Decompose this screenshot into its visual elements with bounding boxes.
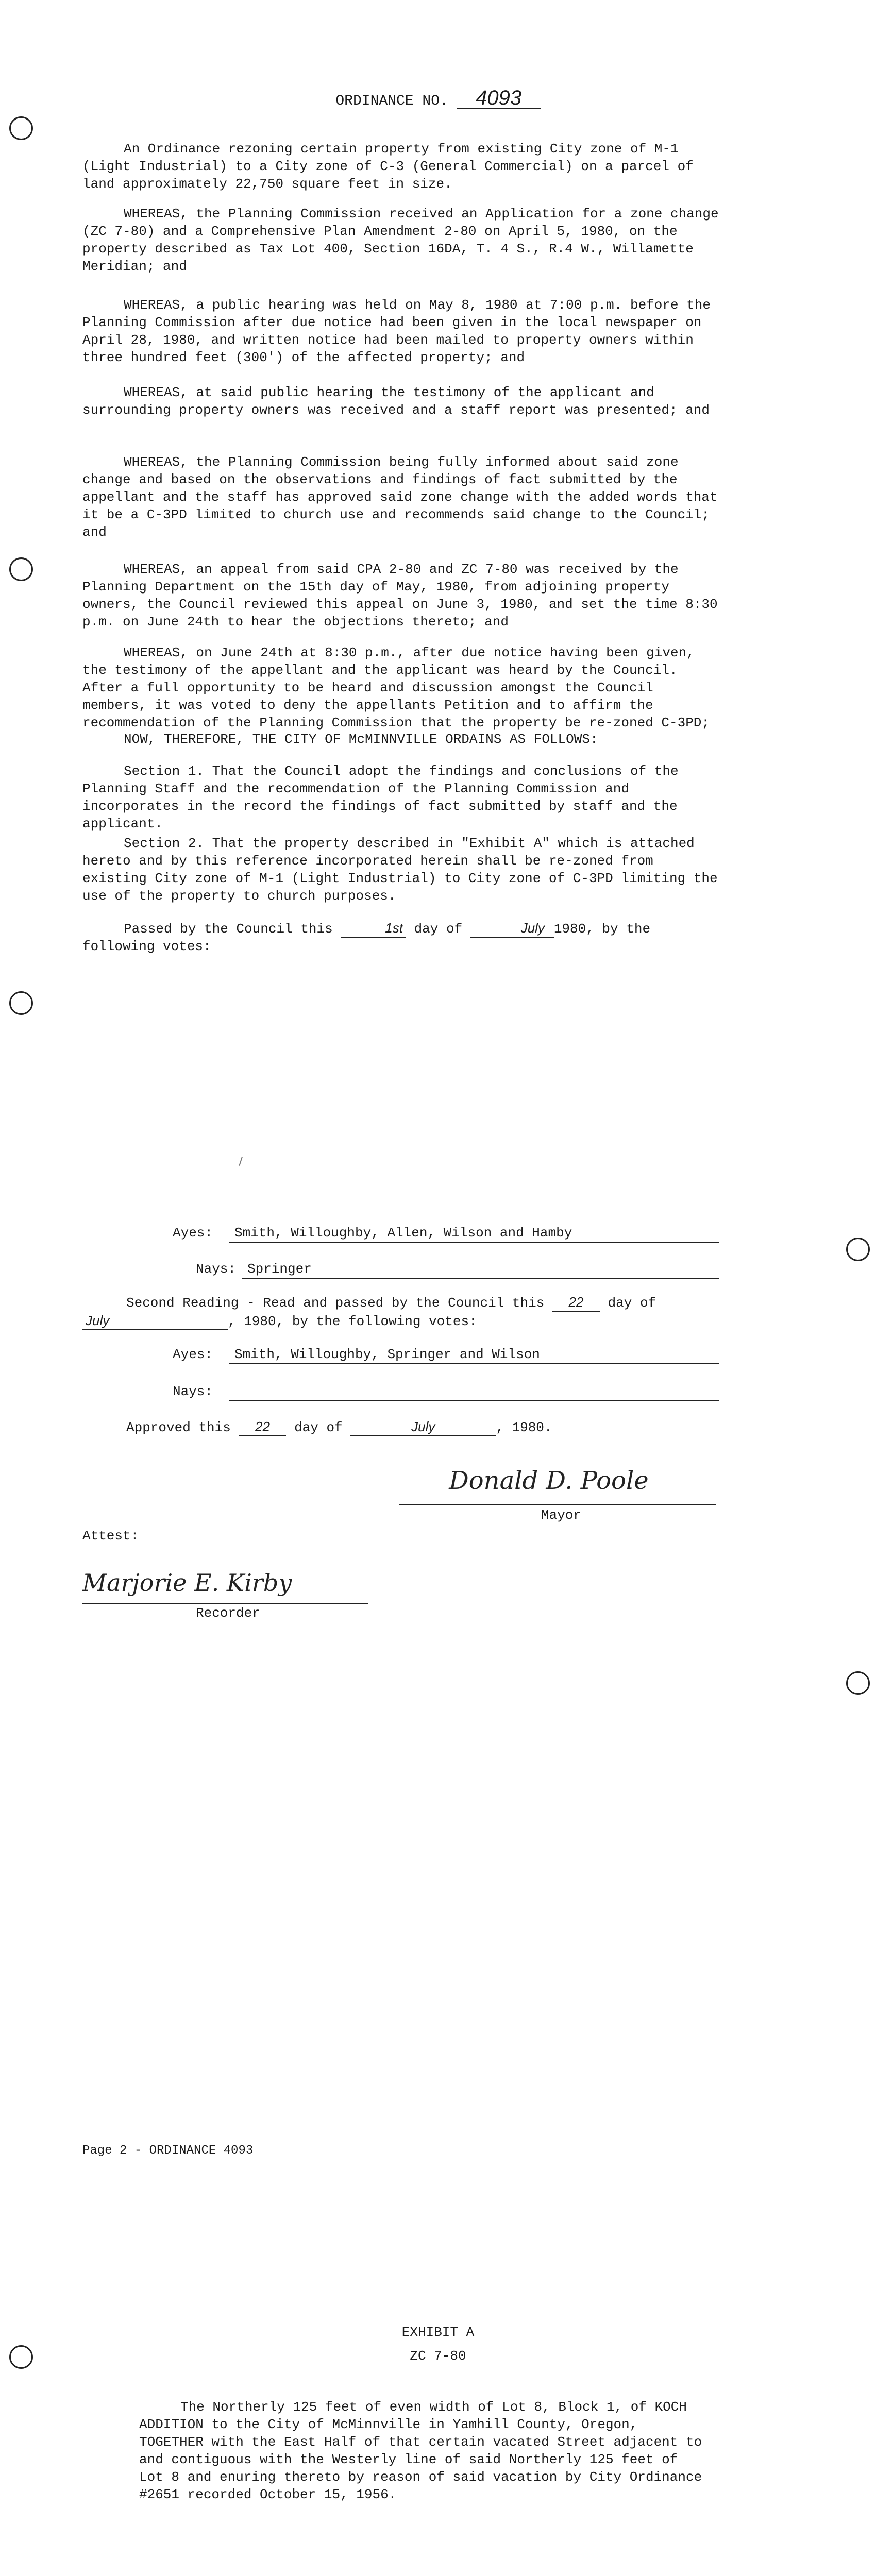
pen-mark [239, 1157, 245, 1167]
punch-hole [846, 1671, 870, 1695]
paragraph-ordains: NOW, THEREFORE, THE CITY OF McMINNVILLE ORDAINS AS FOLLOWS: [124, 732, 598, 747]
nays-value: Springer [247, 1261, 312, 1277]
ayes-label: Ayes: [173, 1225, 213, 1241]
approved-month: July [350, 1418, 496, 1436]
paragraph-section-2: Section 2. That the property described in "Exhibit A" which is attached hereto and by this reference incorporated herein shall be re-zoned from existing City zone of M-1 (Light Industrial) to City zone of C-3PD limiting the use of the property to church purposes. [82, 836, 718, 904]
ordinance-heading-label: ORDINANCE NO. [335, 93, 448, 109]
exhibit-subtitle: ZC 7-80 [410, 2348, 466, 2364]
nays2-label: Nays: [173, 1384, 213, 1399]
punch-hole [9, 991, 33, 1015]
exhibit-title: EXHIBIT A [401, 2325, 475, 2340]
paragraph-whereas-commission: WHEREAS, the Planning Commission being fully informed about said zone change and based on the observations and findings of fact submitted by the appellant and the staff has approved said zone change with the added words that it be a C-3PD limited to church use and recommends said change to the Council; and [82, 454, 718, 540]
passed-month: July [470, 919, 554, 938]
paragraph-section-1: Section 1. That the Council adopt the findings and conclusions of the Planning Staff and the recommendation of the Planning Commission and incorporates in the record the findings of fact submitted by staff and the applicant. [82, 764, 679, 832]
mayor-signature: Donald D. Poole [449, 1466, 649, 1495]
exhibit-description: The Northerly 125 feet of even width of Lot 8, Block 1, of KOCH ADDITION to the City of McMinnville in Yamhill County, Oregon, TOGETHER with the East Half of that certain vacated Street adjacent to and contiguous with the Westerly line of said Northerly 125 feet of Lot 8 and enuring thereto by reason of said vacation by City Ordinance #2651 recorded October 15, 1956. [139, 2399, 702, 2502]
ordinance-number: 4093 [457, 88, 541, 109]
passed-by-council: Passed by the Council this 1st day of July 1980, by the following votes: [82, 920, 651, 954]
ordinance-heading [0, 88, 876, 109]
paragraph-whereas-testimony: WHEREAS, at said public hearing the testimony of the applicant and surrounding property owners was received and a staff report was presented; and [82, 385, 710, 418]
punch-hole [846, 1238, 870, 1261]
second-reading-month: July [82, 1312, 228, 1330]
recorder-label: Recorder [196, 1605, 260, 1621]
nays-label: Nays: [196, 1261, 237, 1277]
attest-label: Attest: [82, 1528, 139, 1544]
second-reading: Second Reading - Read and passed by the Council this 22 day of [126, 1294, 656, 1311]
mayor-label: Mayor [541, 1507, 582, 1523]
page-2-footer: Page 2 - ORDINANCE 4093 [82, 2144, 254, 2158]
paragraph-intro: An Ordinance rezoning certain property from existing City zone of M-1 (Light Industrial) to a City zone of C-3 (General Commercial) on a parcel of land approximately 22,750 square feet in size. [82, 141, 694, 192]
paragraph-whereas-appeal: WHEREAS, an appeal from said CPA 2-80 and ZC 7-80 was received by the Planning Department on the 15th day of May, 1980, from adjoining property owners, the Council reviewed this appeal on June 3, 1980, and set the time 8:30 p.m. on June 24th to hear the objections thereto; and [82, 562, 718, 630]
ayes2-label: Ayes: [173, 1347, 213, 1362]
ayes-value: Smith, Willoughby, Allen, Wilson and Hamby [234, 1225, 572, 1241]
paragraph-whereas-hearing: WHEREAS, a public hearing was held on May 8, 1980 at 7:00 p.m. before the Planning Commission after due notice had been given in the local newspaper on April 28, 1980, and written notice had been mailed to property owners within three hundred feet (300') of the affected property; and [82, 297, 711, 365]
punch-hole [9, 116, 33, 140]
approved-day: 22 [239, 1418, 286, 1436]
paragraph-whereas-council: WHEREAS, on June 24th at 8:30 p.m., after due notice having been given, the testimony of the appellant and the applicant was heard by the Council. After a full opportunity to be heard and discussion amongst the Council members, it was voted to deny the appellants Petition and to affirm the recommendation of the Planning Commission that the property be re-zoned C-3PD; [82, 645, 710, 731]
passed-day: 1st [341, 919, 406, 938]
recorder-signature: Marjorie E. Kirby [82, 1569, 292, 1597]
punch-hole [9, 557, 33, 581]
approved: Approved this 22 day of July , 1980. [126, 1419, 552, 1435]
second-reading-cont: July , 1980, by the following votes: [82, 1312, 477, 1330]
second-reading-day: 22 [552, 1293, 600, 1312]
ayes2-value: Smith, Willoughby, Springer and Wilson [234, 1347, 540, 1362]
paragraph-whereas-application: WHEREAS, the Planning Commission received an Application for a zone change (ZC 7-80) and a Comprehensive Plan Amendment 2-80 on April 5, 1980, on the property described as Tax Lot 400, Section 16DA, T. 4 S., R.4 W., Willamette Meridian; and [82, 206, 719, 274]
